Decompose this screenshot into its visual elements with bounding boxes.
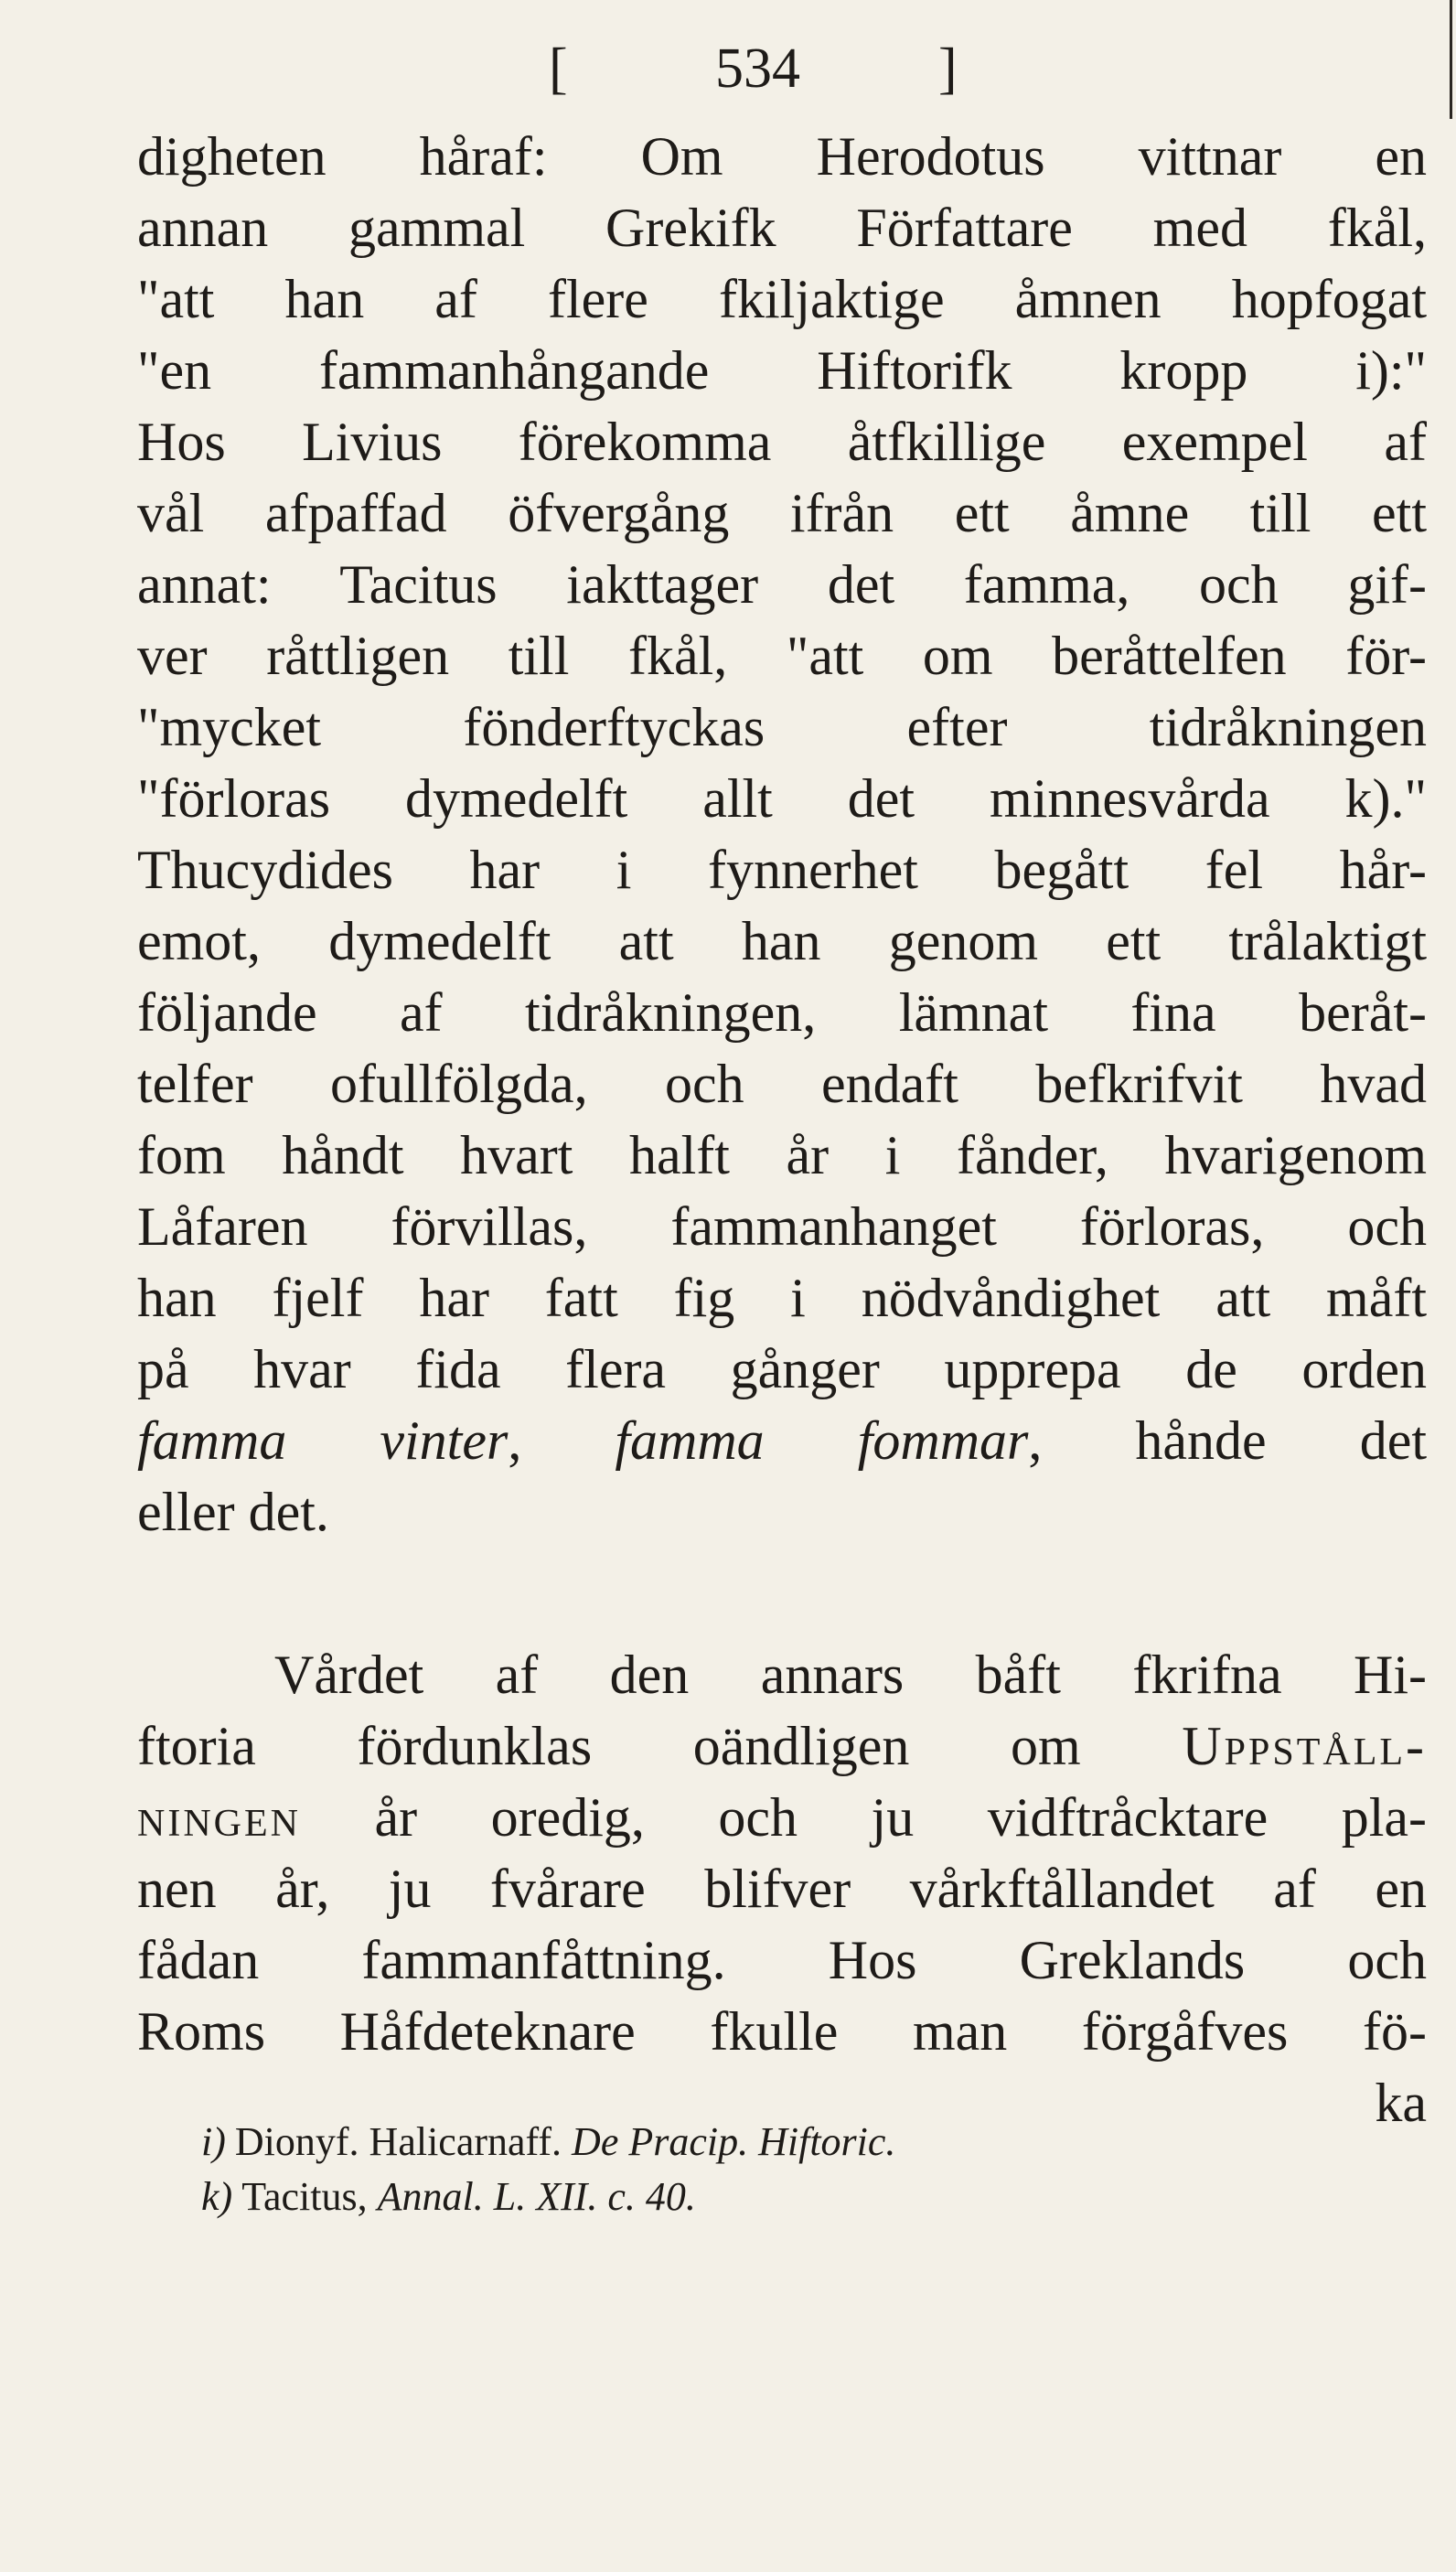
footnote-k [201, 2170, 1299, 2224]
text-line: vål afpaffad öfvergång ifrån ett åmne till ett [137, 483, 1427, 543]
text-line: följande af tidråkningen, lämnat fina beråt- [137, 982, 1427, 1043]
footnotes [201, 2115, 1299, 2224]
footnote-author: Tacitus, [241, 2174, 368, 2219]
text-line: "att han af flere fkiljaktige åmnen hopfogat [137, 269, 1427, 329]
header-bracket-right: ] [938, 38, 958, 100]
text-line: på hvar fida flera gånger upprepa de orden [137, 1339, 1427, 1399]
footnote-mark: i) [201, 2119, 226, 2164]
text-line: eller det. [137, 1482, 329, 1542]
footnote-author: Dionyf. Halicarnaff. [234, 2119, 562, 2164]
text-line: Låfaren förvillas, fammanhanget förloras, och [137, 1196, 1427, 1257]
separator: , [508, 1410, 616, 1471]
text-line: "en fammanhångande Hiftorifk kropp i):" [137, 340, 1427, 401]
text-line: "förloras dymedelft allt det minnesvårda k)." [137, 768, 1427, 829]
text-line: fådan fammanfåttning. Hos Greklands och [137, 1930, 1427, 1990]
line-rest: , hånde det [1028, 1410, 1428, 1471]
catchword: ka [1375, 2073, 1427, 2133]
paragraph-gap [137, 1548, 1427, 1639]
text-line: nen år, ju fvårare blifver vårkftållandet af en [137, 1859, 1427, 1919]
text-line: digheten håraf: Om Herodotus vittnar en [137, 126, 1427, 187]
smallcaps-term: ningen [137, 1787, 301, 1848]
text-line: Vårdet af den annars båft fkrifna Hi- [274, 1645, 1427, 1705]
text-line: Thucydides har i fynnerhet begått fel hår- [137, 840, 1427, 900]
footnote-work: De Pracip. Hiftoric. [572, 2119, 896, 2164]
header-bracket-left: [ [549, 38, 568, 100]
text-line: emot, dymedelft att han genom ett trålaktigt [137, 911, 1427, 971]
text-line: han fjelf har fatt fig i nödvåndighet att måft [137, 1268, 1427, 1328]
text-line: "mycket fönderftyckas efter tidråkningen [137, 697, 1427, 757]
italic-phrase: famma fommar [615, 1410, 1029, 1471]
page-number: 534 [715, 38, 800, 100]
text-line: ver råttligen till fkål, "att om beråttelfen för- [137, 626, 1427, 686]
text-line: telfer ofullfölgda, och endaft befkrifvit hvad [137, 1054, 1427, 1114]
line-start: ftoria fördunklas oändligen om [137, 1716, 1081, 1776]
text-line: fom håndt hvart halft år i fånder, hvarigenom [137, 1125, 1427, 1185]
text-line-smallcaps [137, 1782, 1427, 1853]
text-line-smallcaps [137, 1710, 1427, 1782]
footnote-i [201, 2115, 1299, 2170]
line-rest: år oredig, och ju vidftråcktare pla- [300, 1787, 1427, 1848]
text-line-italic-phrases [137, 1405, 1427, 1476]
footnote-mark: k) [201, 2174, 233, 2219]
text-line: Roms Håfdeteknare fkulle man förgåfves fö- [137, 2001, 1427, 2062]
body-text [137, 121, 1427, 2138]
text-line: annat: Tacitus iakttager det famma, och gif- [137, 554, 1427, 615]
page-header [0, 27, 1456, 110]
footnote-work: Annal. L. XII. c. 40. [377, 2174, 696, 2219]
text-line: annan gammal Grekifk Författare med fkål, [137, 198, 1427, 258]
text-line: Hos Livius förekomma åtfkillige exempel af [137, 412, 1427, 472]
smallcaps-term: Uppståll- [1182, 1716, 1427, 1776]
italic-phrase: famma vinter [137, 1410, 509, 1471]
